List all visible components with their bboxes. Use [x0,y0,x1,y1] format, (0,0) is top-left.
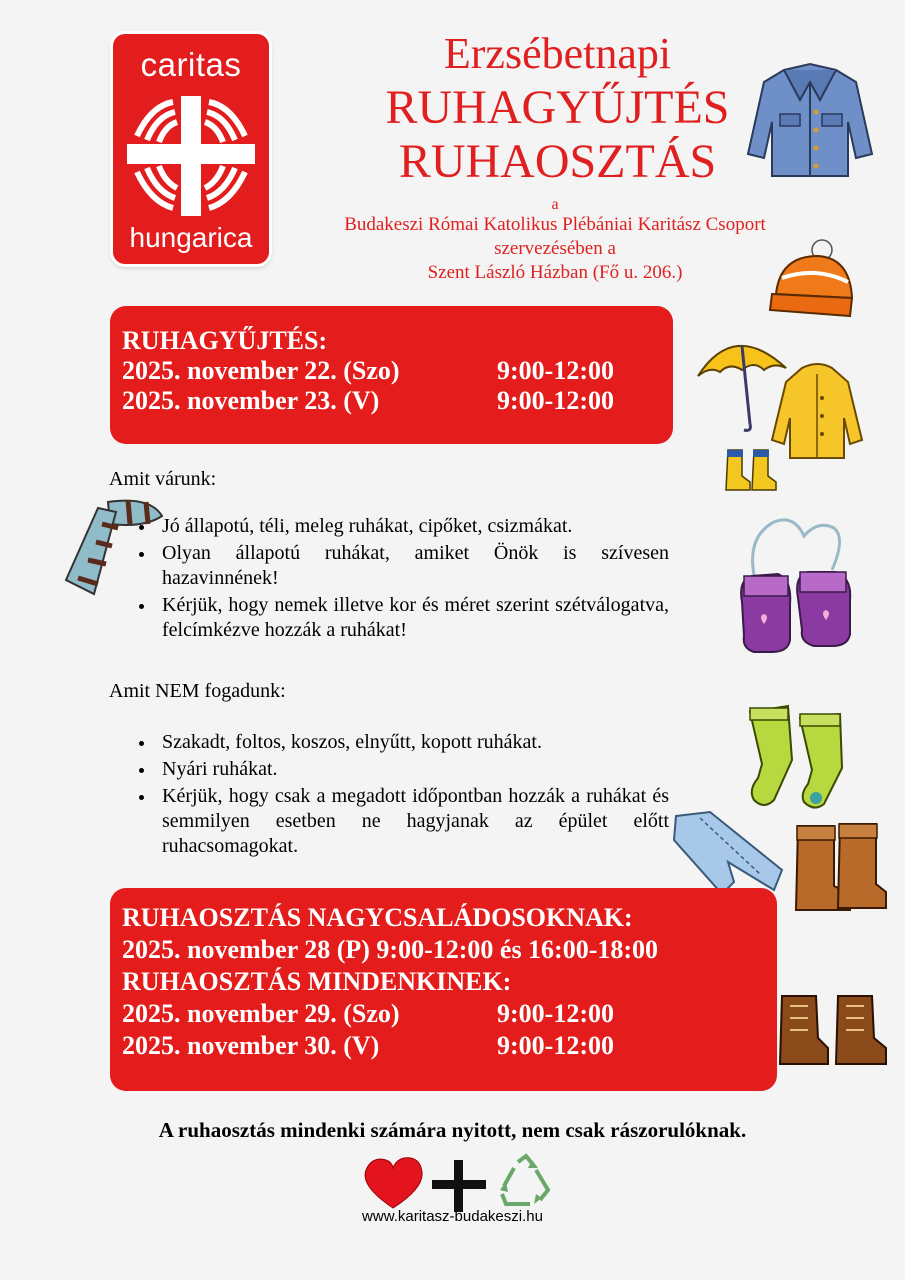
distribution-row [122,1030,658,1062]
collection-box [110,306,673,444]
expected-label: Amit várunk: [109,468,217,490]
rain-boots-icon [722,446,780,492]
title-line-2: RUHAGYŰJTÉS [385,81,730,134]
collection-time: 9:00-12:00 [497,386,614,415]
collection-row [122,356,614,386]
title-line-3: RUHAOSZTÁS [398,135,717,188]
website-link[interactable]: www.karitasz-budakeszi.hu [362,1208,543,1225]
heart-icon [362,1156,424,1210]
org-line-3: szervezésében a [494,238,616,259]
distribution-date: 2025. november 30. (V) [122,1031,380,1060]
caritas-logo [113,34,269,264]
recycle-icon [496,1152,556,1212]
org-line-1: a [551,196,559,213]
boots-icon [794,822,888,914]
org-line-4: Szent László Házban (Fő u. 206.) [427,262,683,283]
distribution-box [110,888,777,1091]
distribution-time: 9:00-12:00 [497,1031,614,1060]
everyone-heading: RUHAOSZTÁS MINDENKINEK: [122,967,512,996]
collection-time: 9:00-12:00 [497,356,614,385]
distribution-time: 9:00-12:00 [497,999,614,1028]
raincoat-icon [770,362,864,462]
large-families-row: 2025. november 28 (P) 9:00-12:00 és 16:00-18:00 [122,935,659,964]
collection-date: 2025. november 22. (Szo) [122,356,400,385]
list-item: Kérjük, hogy nemek illetve kor és méret szerint szétválogatva, felcímkézve hozzák a ruhákat! [134,593,669,643]
distribution-row [122,998,658,1030]
list-item: Jó állapotú, téli, meleg ruhákat, cipőket, csizmákat. [134,514,669,539]
list-item: Szakadt, foltos, koszos, elnyűtt, kopott ruhákat. [134,730,669,755]
list-item: Nyári ruhákat. [134,757,669,782]
collection-row [122,386,614,416]
logo-top-text: caritas [140,46,242,83]
logo-bottom-text: hungarica [129,222,253,253]
cross-icon [432,1160,486,1212]
collection-heading: RUHAGYŰJTÉS: [122,326,328,355]
collection-date: 2025. november 23. (V) [122,386,380,415]
footer-note: A ruhaosztás mindenki számára nyitott, nem csak rászorulóknak. [158,1118,747,1142]
large-families-heading: RUHAOSZTÁS NAGYCSALÁDOSOKNAK: [122,903,633,932]
jacket-icon [744,62,876,184]
jeans-icon [670,810,788,896]
list-item: Olyan állapotú ruhákat, amiket Önök is szívesen hazavinnének! [134,541,669,591]
hiking-boots-icon [776,992,890,1068]
org-line-2: Budakeszi Római Katolikus Plébániai Karitász Csoport [344,214,766,235]
caritas-cross-icon [127,96,255,216]
not-accepted-label: Amit NEM fogadunk: [109,680,286,702]
expected-list [134,514,669,645]
mittens-icon [734,518,864,654]
not-accepted-list [134,730,669,861]
list-item: Kérjük, hogy csak a megadott időpontban hozzák a ruhákat és semmilyen esetben ne hagyjanak az épület előtt ruhacsomagokat. [134,784,669,859]
title-line-1: Erzsébetnapi [443,29,672,78]
distribution-date: 2025. november 29. (Szo) [122,999,400,1028]
hat-icon [766,238,856,320]
socks-icon [744,704,854,812]
